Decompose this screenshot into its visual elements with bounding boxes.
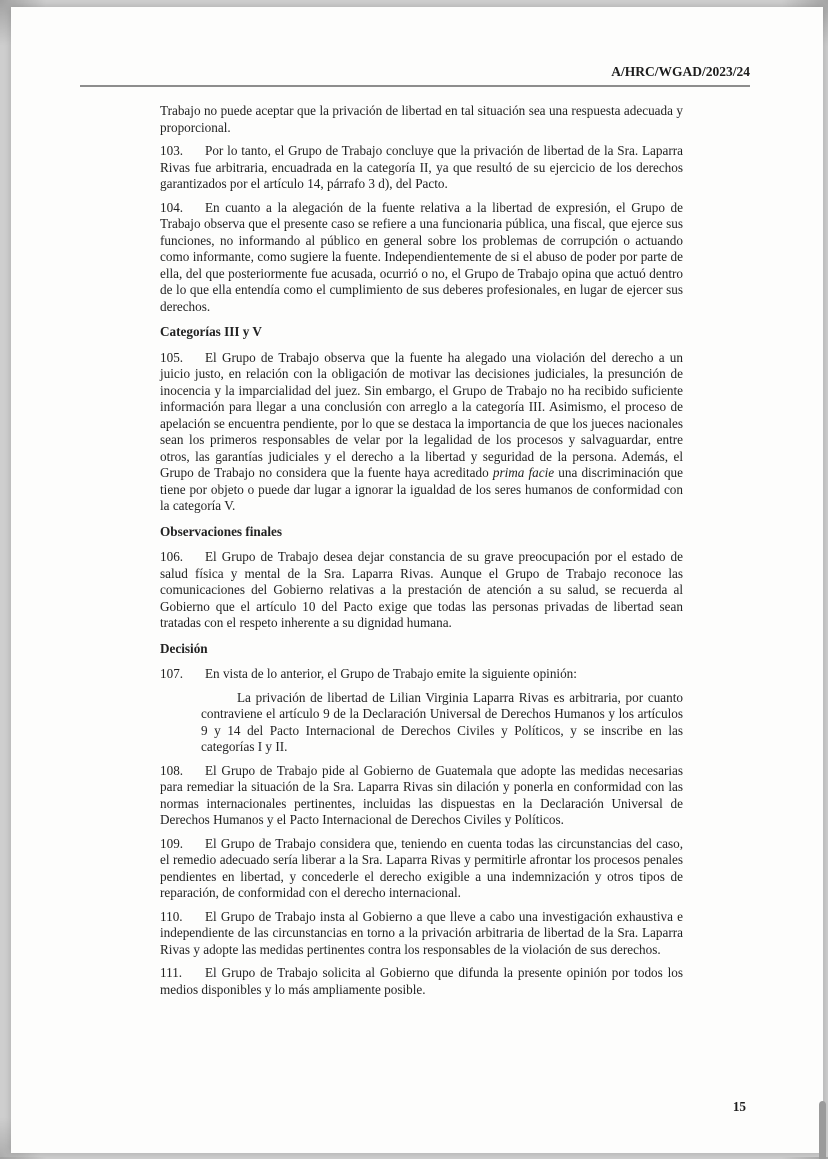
- paragraph-105: [160, 350, 683, 515]
- paragraph-text: Trabajo no puede aceptar que la privación de libertad en tal situación sea una respuesta adecuada y proporcional.: [160, 103, 683, 135]
- paragraph-number: 109.: [160, 835, 184, 851]
- paragraph-number: 104.: [160, 199, 184, 215]
- paragraph-number: 108.: [160, 762, 184, 778]
- paragraph-108: [160, 763, 683, 829]
- paragraph-text: En cuanto a la alegación de la fuente relativa a la libertad de expresión, el Grupo de Trabajo observa que el presente caso se refiere a una funcionaria pública, una fiscal, que ejerce sus funciones, no informando al público en general sobre los problemas de corrupción o actuando como informante, como sugiere la fuente. Independientemente de si el abuso de poder por parte de ella, del que posteriormente fue acusada, ocurrió o no, el Grupo de Trabajo opina que actuó dentro de lo que ella entendía como el cumplimiento de sus deberes profesionales, en lugar de ejercer sus derechos.: [160, 199, 683, 314]
- paragraph-109: [160, 836, 683, 902]
- paragraph-number: 103.: [160, 143, 184, 158]
- paragraph-text: El Grupo de Trabajo solicita al Gobierno que difunda la presente opinión por todos los medios disponibles y lo más ampliamente posible.: [160, 965, 683, 997]
- paragraph-number: 110.: [160, 908, 183, 924]
- paragraph-text: El Grupo de Trabajo considera que, teniendo en cuenta todas las circunstancias del caso, el remedio adecuado sería liberar a la Sra. Laparra Rivas y permitirle afrontar los procesos penales pendientes en libertad, y concederle el derecho exigible a una indemnización y otros tipos de reparación, de conformidad con el derecho internacional.: [160, 835, 683, 900]
- section-heading-observations: Observaciones finales: [160, 523, 282, 539]
- section-heading-decision: Decisión: [160, 640, 208, 656]
- paragraph-104: [160, 200, 683, 316]
- paragraph-103: [160, 143, 683, 193]
- scrollbar-thumb[interactable]: [819, 1101, 826, 1159]
- document-body: [160, 103, 683, 1005]
- paragraph-106: [160, 549, 683, 632]
- latin-term-italic: prima facie: [492, 465, 555, 480]
- paragraph-text: El Grupo de Trabajo observa que la fuente ha alegado una violación del derecho a un juicio justo, en relación con la obligación de motivar las decisiones judiciales, la presunción de inocencia y la imparcialidad del juez. Sin embargo, el Grupo de Trabajo no ha recibido suficiente información para llegar a una conclusión con arreglo a la categoría III. Asimismo, el proceso de apelación se encuentra pendiente, por lo que se destaca la importancia de que los jueces nacionales sean los primeros responsables de velar por la legalidad de los procesos y salvaguardar, entre otros, las garantías judiciales y el derecho a la libertad y seguridad de la persona. Además, el Grupo de Trabajo no considera que la fuente haya acreditado: [160, 349, 683, 480]
- document-page: [11, 7, 823, 1153]
- paragraph-number: 105.: [160, 349, 184, 365]
- opinion-quote: [201, 690, 683, 756]
- section-heading-categories: Categorías III y V: [160, 324, 262, 339]
- paragraph-text: En vista de lo anterior, el Grupo de Trabajo emite la siguiente opinión:: [205, 666, 577, 681]
- paragraph-text: una discriminación que tiene por objeto o puede dar lugar a ignorar la igualdad de los seres humanos de conformidad con la categoría V.: [160, 465, 684, 513]
- paragraph-110: [160, 909, 683, 959]
- document-symbol: A/HRC/WGAD/2023/24: [611, 64, 750, 79]
- paragraph-number: 106.: [160, 549, 184, 564]
- paragraph-111: [160, 965, 683, 998]
- paragraph-text: El Grupo de Trabajo insta al Gobierno a que lleve a cabo una investigación exhaustiva e independiente de las circunstancias en torno a la privación arbitraria de libertad de la Sra. Laparra Rivas y adopte las medidas pertinentes contra los responsables de la violación de sus derechos.: [160, 908, 683, 957]
- paragraph-text: El Grupo de Trabajo desea dejar constancia de su grave preocupación por el estado de salud física y mental de la Sra. Laparra Rivas. Aunque el Grupo de Trabajo reconoce las comunicaciones del Gobierno relativas a la prestación de atención a su salud, se recuerda al Gobierno que el artículo 10 del Pacto exige que todas las personas privadas de libertad sean tratadas con el respeto inherente a su dignidad humana.: [160, 549, 683, 630]
- document-header: [80, 64, 750, 87]
- paragraph-number: 107.: [160, 666, 184, 681]
- paragraph-continuation: [160, 103, 683, 136]
- paragraph-text: Por lo tanto, el Grupo de Trabajo concluye que la privación de libertad de la Sra. Laparra Rivas fue arbitraria, encuadrada en la categoría II, ya que resultó de su ejercicio de los derechos garantizados por el artículo 14, párrafo 3 d), del Pacto.: [160, 143, 683, 191]
- paragraph-number: 111.: [160, 965, 183, 980]
- paragraph-107: [160, 666, 683, 683]
- page-number: 15: [732, 1099, 746, 1114]
- paragraph-text: La privación de libertad de Lilian Virginia Laparra Rivas es arbitraria, por cuanto contraviene el artículo 9 de la Declaración Universal de Derechos Humanos y los artículos 9 y 14 del Pacto Internacional de Derechos Civiles y Políticos, y se inscribe en las categorías I y II.: [201, 689, 683, 754]
- paragraph-text: El Grupo de Trabajo pide al Gobierno de Guatemala que adopte las medidas necesarias para remediar la situación de la Sra. Laparra Rivas sin dilación y ponerla en conformidad con las normas internacionales pertinentes, incluidas las dispuestas en la Declaración Universal de Derechos Humanos y el Pacto Internacional de Derechos Civiles y Políticos.: [160, 762, 683, 827]
